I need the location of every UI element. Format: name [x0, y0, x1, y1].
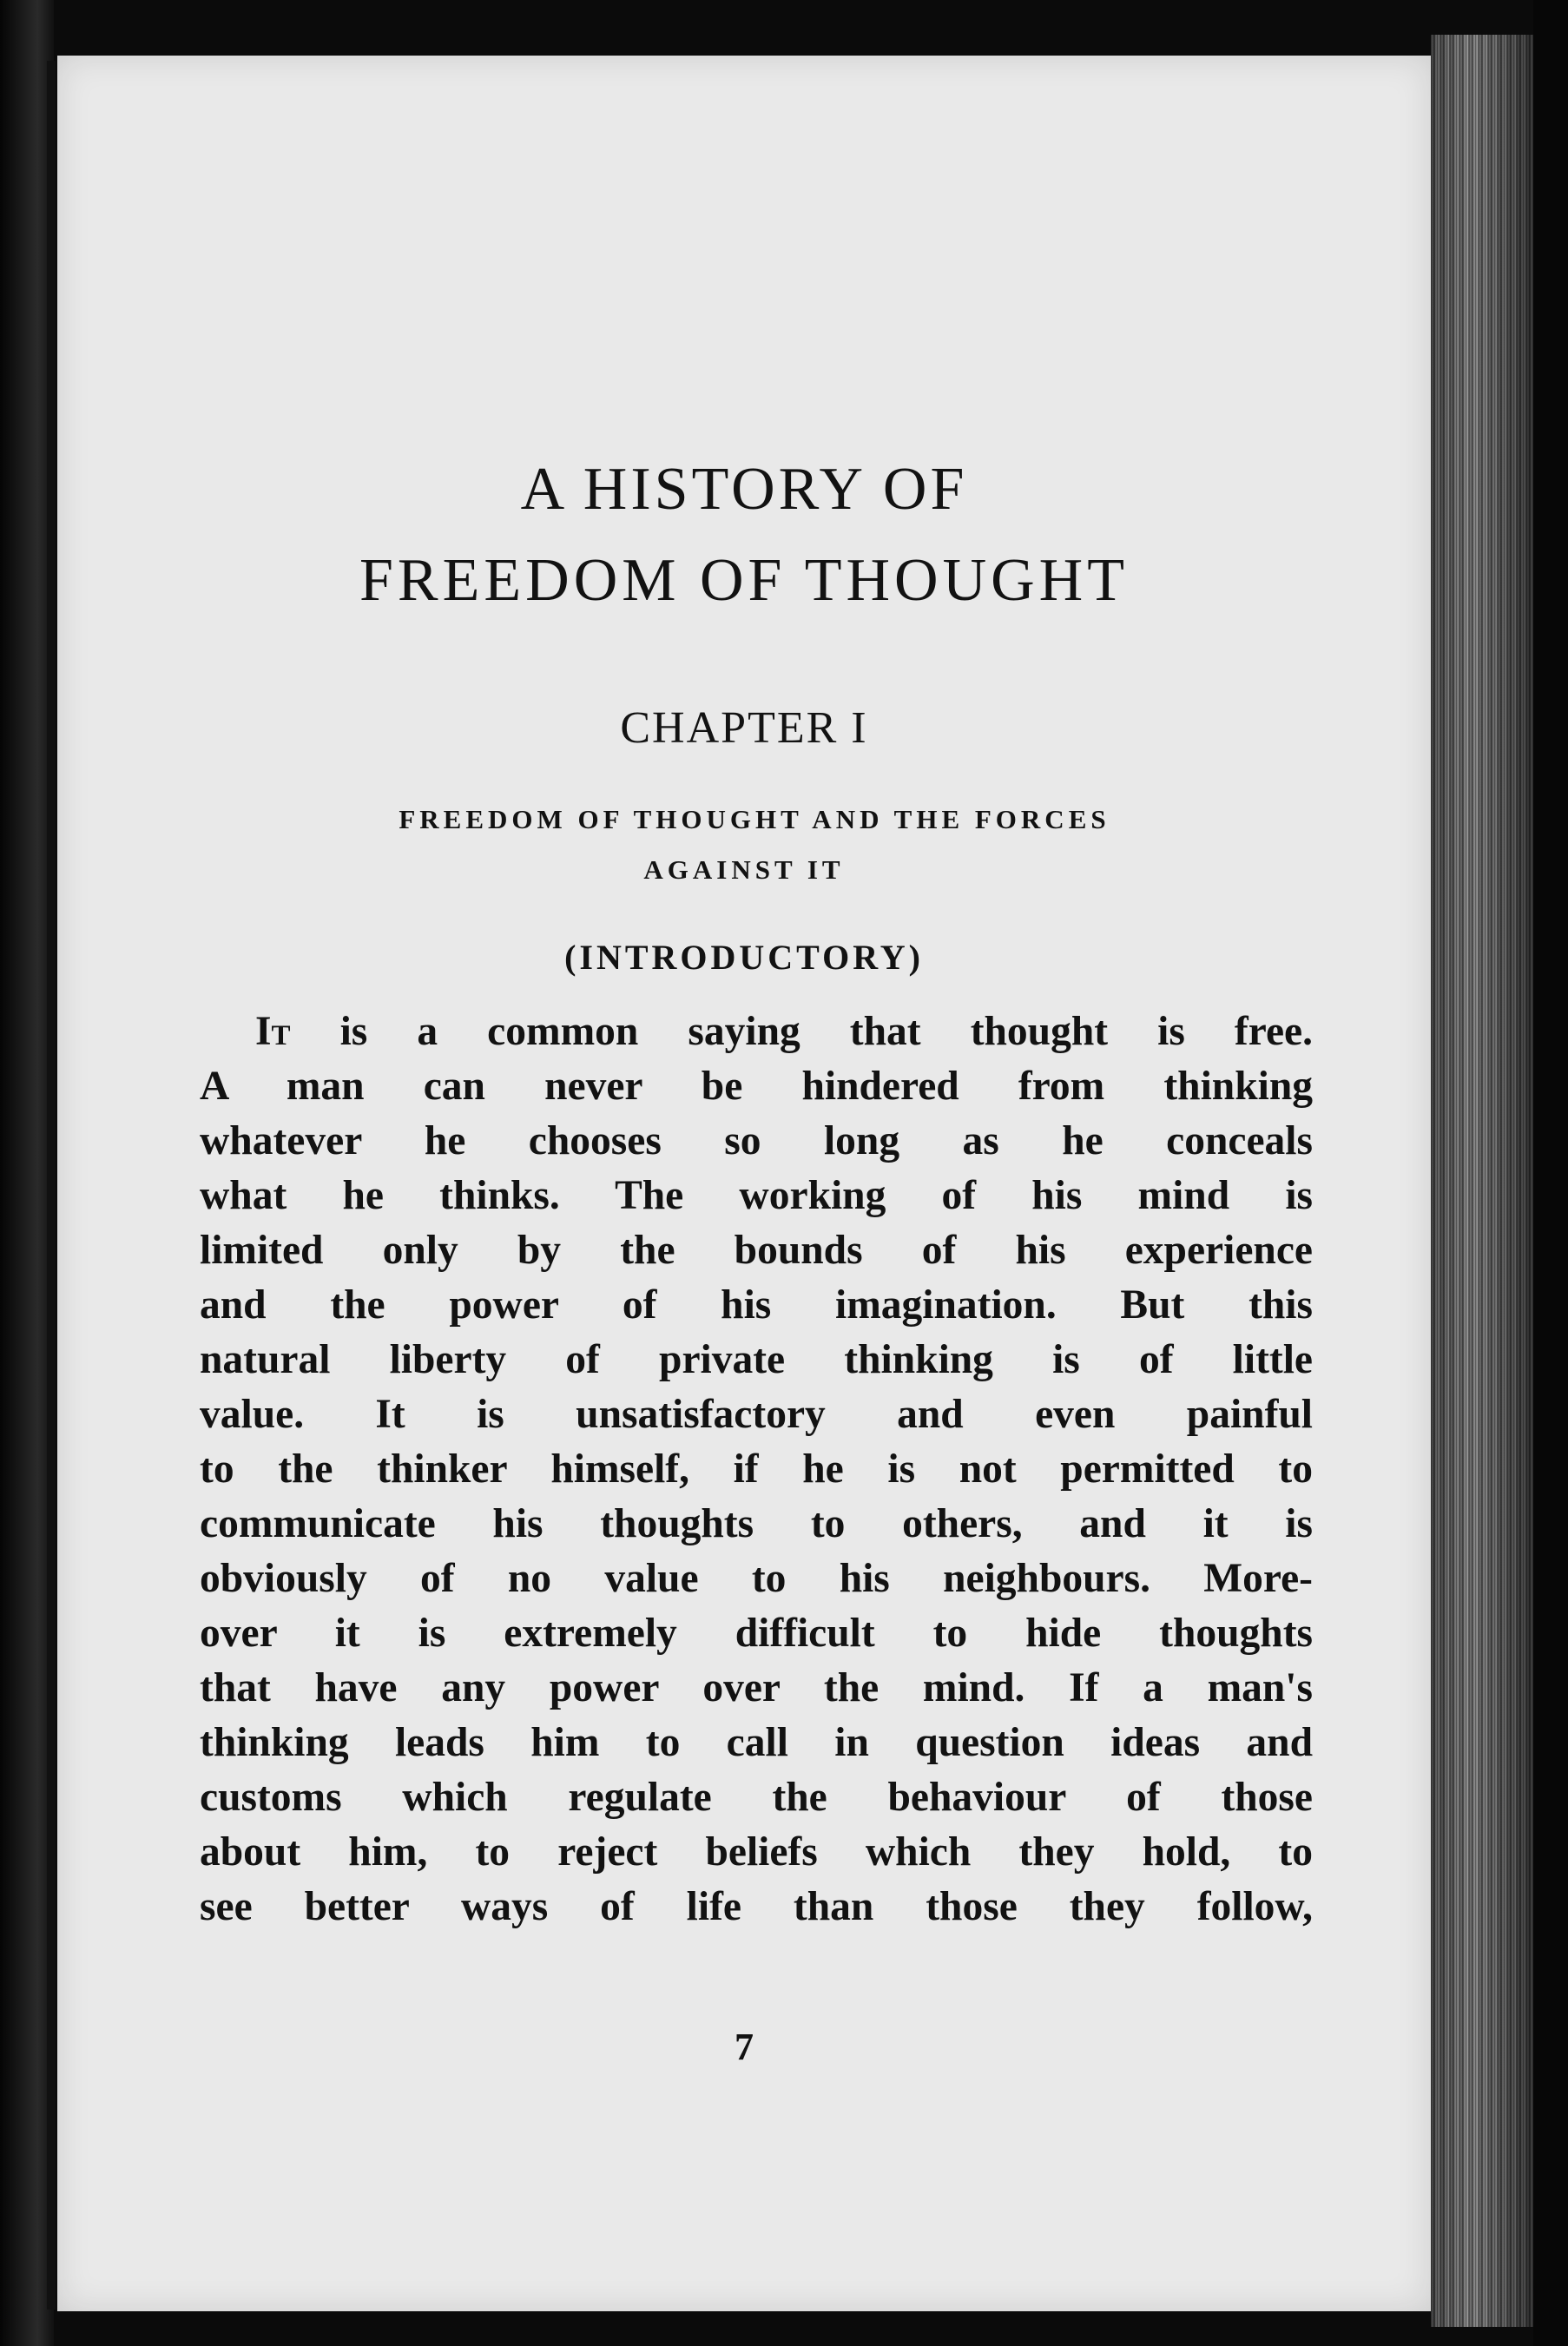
body-line: whatever he chooses so long as he conceals: [200, 1118, 1313, 1163]
book-title-line-1: A HISTORY OF: [520, 456, 968, 523]
body-line: customs which regulate the behaviour of those: [200, 1775, 1313, 1820]
body-line: obviously of no value to his neighbours. More-: [200, 1556, 1313, 1601]
body-line: [200, 1005, 1313, 1059]
body-line: see better ways of life than those they follow,: [200, 1884, 1313, 1929]
chapter-heading: CHAPTER I: [620, 703, 868, 753]
page-content: [57, 56, 1431, 2311]
body-line: that have any power over the mind. If a man's: [200, 1665, 1313, 1710]
body-line: A man can never be hindered from thinking: [200, 1064, 1313, 1109]
scan-right-border: [1533, 0, 1568, 2346]
body-line: about him, to reject beliefs which they hold, to: [200, 1829, 1313, 1875]
binding-gutter: [47, 61, 56, 2310]
facing-page-edge: [0, 0, 54, 2346]
book-page: [57, 56, 1431, 2311]
page-number: 7: [735, 2026, 754, 2068]
body-line: to the thinker himself, if he is not permitted to: [200, 1446, 1313, 1492]
body-line: communicate his thoughts to others, and it is: [200, 1501, 1313, 1546]
chapter-title-line-2: AGAINST IT: [643, 854, 845, 885]
body-line-text: is a common saying that thought is free.: [290, 1009, 1313, 1054]
body-line: limited only by the bounds of his experience: [200, 1228, 1313, 1273]
body-line: and the power of his imagination. But this: [200, 1282, 1313, 1328]
body-line: over it is extremely difficult to hide thoughts: [200, 1611, 1313, 1656]
body-line: value. It is unsatisfactory and even painful: [200, 1392, 1313, 1437]
page-stack-shading: [1431, 35, 1533, 2327]
body-paragraph: [200, 1005, 1313, 1934]
book-title-line-2: FREEDOM OF THOUGHT: [359, 547, 1129, 614]
body-line: thinking leads him to call in question ideas and: [200, 1720, 1313, 1765]
chapter-note: (INTRODUCTORY): [564, 938, 924, 977]
chapter-title-line-1: FREEDOM OF THOUGHT AND THE FORCES: [399, 804, 1110, 834]
body-line: what he thinks. The working of his mind is: [200, 1173, 1313, 1218]
dropcap-word: It: [255, 1009, 291, 1054]
body-line: natural liberty of private thinking is of little: [200, 1337, 1313, 1382]
